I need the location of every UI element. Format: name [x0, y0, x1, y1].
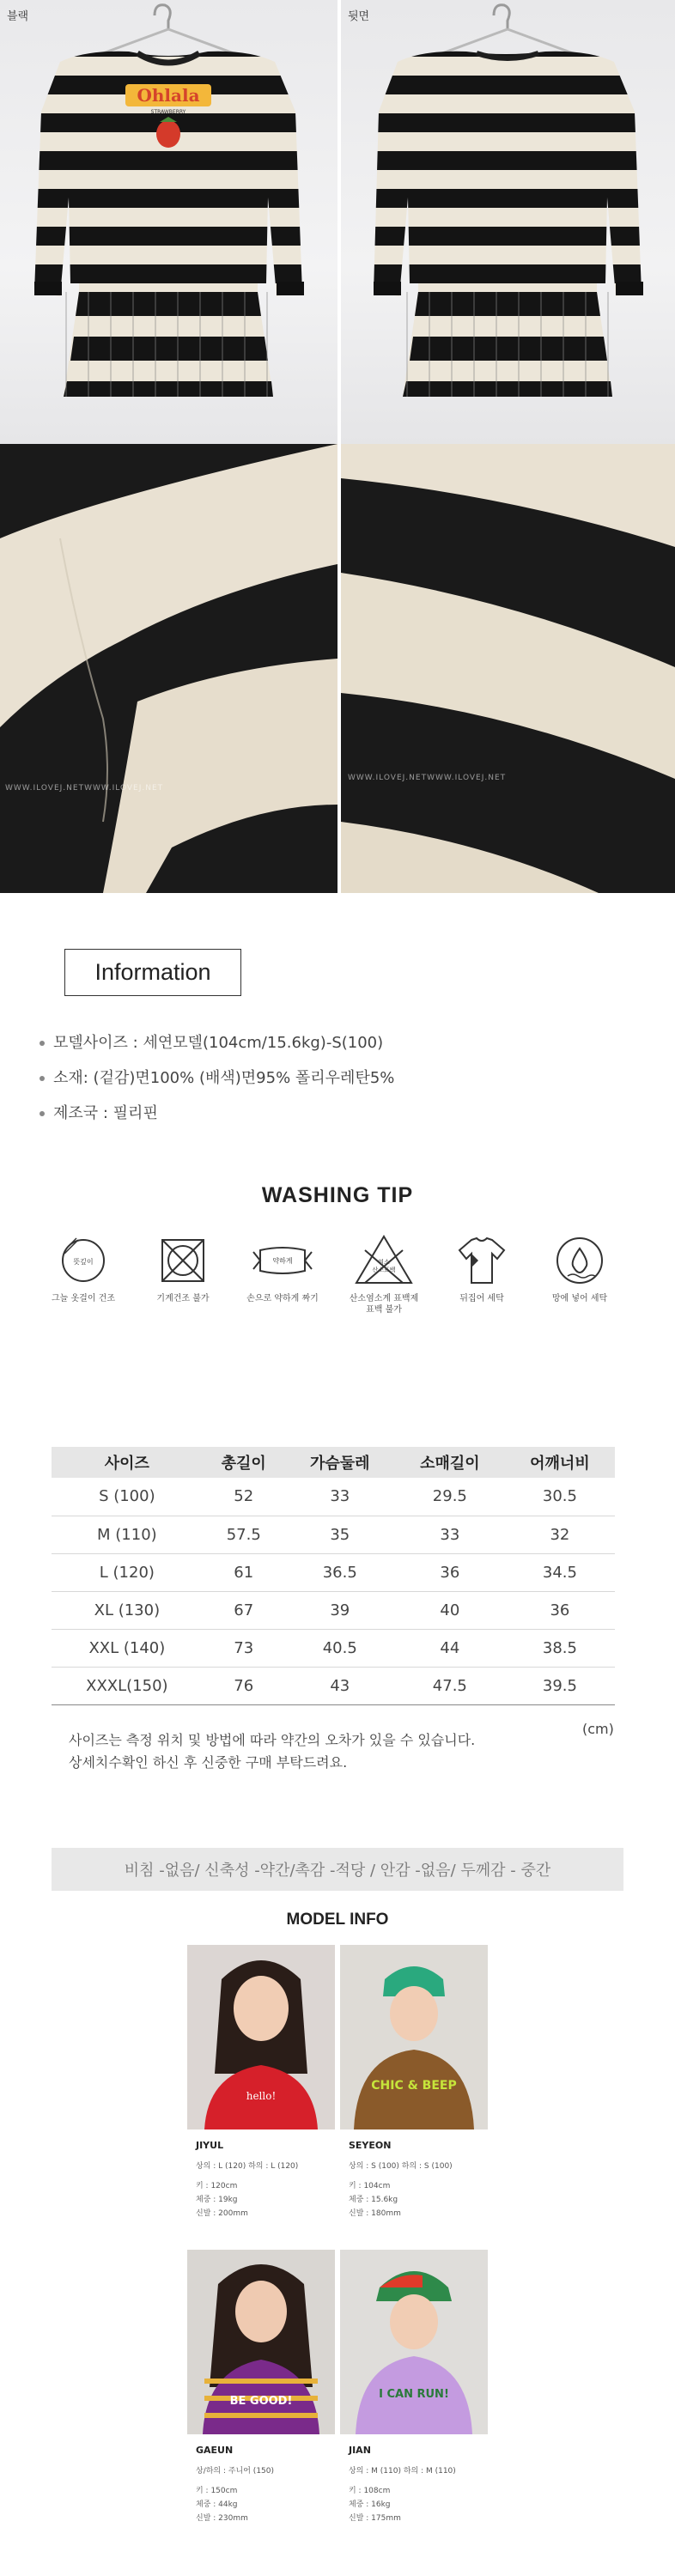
- svg-text:BE GOOD!: BE GOOD!: [229, 2395, 293, 2408]
- svg-text:약하게: 약하게: [272, 1257, 293, 1265]
- table-row: M (110) 57.5 35 33 32: [52, 1516, 615, 1553]
- model-illustration-jian: [340, 2250, 488, 2434]
- svg-text:CHIC & BEEP: CHIC & BEEP: [371, 2079, 457, 2093]
- table-row: XXL (140) 73 40.5 44 38.5: [52, 1629, 615, 1667]
- bullet-icon: [40, 1076, 45, 1081]
- table-row: S (100) 52 33 29.5 30.5: [52, 1478, 615, 1516]
- model-card-gaeun: [187, 2250, 335, 2525]
- svg-text:hello!: hello!: [246, 2090, 277, 2102]
- information-title: Information: [94, 959, 211, 985]
- no-machine-dry-icon: [155, 1233, 210, 1288]
- model-meta-gaeun: GAEUN 상/하의 : 주니어 (150) 키 : 150cm 체중 : 44kg 신발 : 230mm: [196, 2445, 275, 2523]
- logo-text: Ohlala: [137, 85, 200, 106]
- inside-out-icon: [454, 1233, 509, 1288]
- wash-item-no-bleach: 염소 산소표백 산소염소계 표백제 표백 불가: [337, 1233, 431, 1315]
- watermark-2: WWW.ILOVEJ.NETWWW.ILOVEJ.NET: [348, 774, 507, 782]
- model-meta-jian: JIAN 상의 : M (110) 하의 : M (110) 키 : 108cm 체중 : 16kg 신발 : 175mm: [349, 2445, 456, 2523]
- svg-text:뜻깊이: 뜻깊이: [73, 1258, 94, 1266]
- size-unit: (cm): [582, 1721, 614, 1737]
- svg-text:염소: 염소: [378, 1259, 390, 1266]
- model-illustration-gaeun: [187, 2250, 335, 2434]
- net-wash-icon: [552, 1233, 607, 1288]
- model-photo-jiyul: [187, 1945, 335, 2129]
- model-card-jian: [340, 2250, 488, 2525]
- wash-item-inside-out: 뒤집어 세탁: [435, 1233, 529, 1304]
- back-photo: [341, 0, 675, 444]
- watermark-1: WWW.ILOVEJ.NETWWW.ILOVEJ.NET: [5, 784, 164, 793]
- size-note-line-1: 사이즈는 측정 위치 및 방법에 따라 약간의 오차가 있을 수 있습니다.: [69, 1732, 476, 1748]
- svg-text:산소표백: 산소표백: [372, 1267, 396, 1273]
- table-row: XXXL(150) 76 43 47.5 39.5: [52, 1667, 615, 1704]
- info-item-origin: 제조국 : 필리핀: [40, 1096, 394, 1131]
- header-size: 사이즈: [52, 1447, 203, 1478]
- back-dress-illustration: [341, 0, 675, 444]
- wash-item-net-wash: 망에 넣어 세탁: [532, 1233, 627, 1304]
- fabric-fit-text: 비침 -없음/ 신축성 -약간/촉감 -적당 / 안감 -없음/ 두께감 - 중간: [124, 1862, 551, 1880]
- no-bleach-icon: [353, 1233, 415, 1288]
- model-meta-seyeon: SEYEON 상의 : S (100) 하의 : S (100) 키 : 104cm 체중 : 15.6kg 신발 : 180mm: [349, 2140, 453, 2218]
- fabric-detail-photo-2: [341, 444, 675, 893]
- washing-tip-title: WASHING TIP: [261, 1183, 414, 1207]
- model-info-title: MODEL INFO: [286, 1911, 389, 1929]
- wash-item-no-machine-dry: 기계건조 불가: [136, 1233, 230, 1304]
- header-shoulder: 어깨너비: [505, 1447, 615, 1478]
- header-total-length: 총길이: [203, 1447, 285, 1478]
- wash-item-shade-dry: 뜻깊이 그늘 옷걸이 건조: [36, 1233, 131, 1304]
- size-note-line-2: 상세치수확인 하신 후 신중한 구매 부탁드려요.: [69, 1754, 348, 1771]
- product-photo-grid: [0, 0, 675, 893]
- header-sleeve: 소매길이: [395, 1447, 505, 1478]
- washing-icons-row: [52, 1233, 635, 1319]
- model-illustration-jiyul: [187, 1945, 335, 2129]
- front-photo-label: 블랙: [7, 10, 29, 23]
- back-photo-label: 뒷면: [348, 10, 370, 23]
- model-card-seyeon: [340, 1945, 488, 2221]
- fabric-detail-illustration-2: [341, 444, 675, 893]
- size-table-header: [52, 1447, 615, 1478]
- svg-text:I CAN RUN!: I CAN RUN!: [379, 2388, 449, 2401]
- front-dress-illustration: [0, 0, 338, 444]
- model-illustration-seyeon: [340, 1945, 488, 2129]
- bullet-icon: [40, 1041, 45, 1046]
- information-title-box: [64, 949, 241, 996]
- gentle-wring-icon: [248, 1233, 317, 1288]
- table-row: XL (130) 67 39 40 36: [52, 1591, 615, 1629]
- header-chest: 가슴둘레: [285, 1447, 395, 1478]
- model-photo-jian: [340, 2250, 488, 2434]
- front-photo: [0, 0, 338, 444]
- size-note: [69, 1729, 475, 1774]
- information-list: [40, 1025, 394, 1131]
- bullet-icon: [40, 1111, 45, 1116]
- model-card-jiyul: [187, 1945, 335, 2221]
- model-photo-seyeon: [340, 1945, 488, 2129]
- table-row: L (120) 61 36.5 36 34.5: [52, 1553, 615, 1591]
- fabric-detail-photo-1: [0, 444, 338, 893]
- size-table: [52, 1447, 615, 1705]
- info-item-model-size: 모델사이즈 : 세연모델(104cm/15.6kg)-S(100): [40, 1025, 394, 1060]
- fabric-fit-bar: [52, 1848, 623, 1891]
- model-meta-jiyul: JIYUL 상의 : L (120) 하의 : L (120) 키 : 120cm 체중 : 19kg 신발 : 200mm: [196, 2140, 299, 2218]
- shade-dry-icon: [56, 1233, 111, 1288]
- wash-item-gentle-wring: 약하게 손으로 약하게 짜기: [235, 1233, 330, 1304]
- logo-subtext: STRAWBERRY: [150, 109, 186, 115]
- model-photo-gaeun: [187, 2250, 335, 2434]
- info-item-material: 소재: (겉감)면100% (배색)면95% 폴리우레탄5%: [40, 1060, 394, 1096]
- fabric-detail-illustration-1: [0, 444, 338, 893]
